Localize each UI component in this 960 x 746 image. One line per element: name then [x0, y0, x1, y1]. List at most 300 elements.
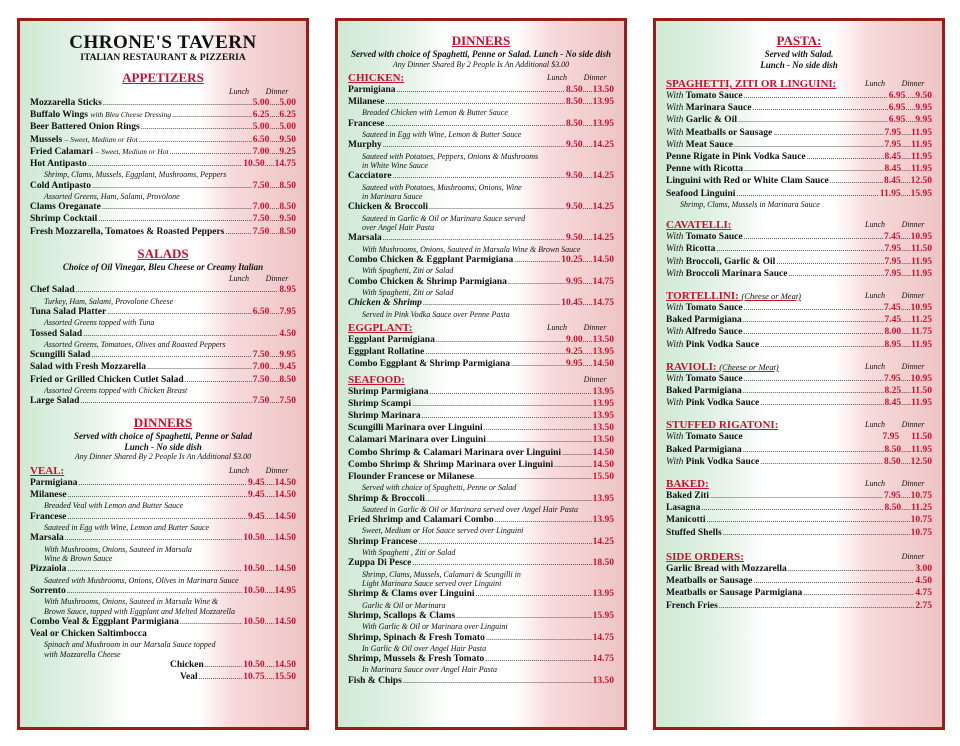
lunch-price: 8.45: [884, 152, 902, 163]
category-tortellini: [666, 290, 932, 302]
item-name-text: Tuna Salad Platter: [30, 306, 107, 317]
category-title-tortellini: [666, 290, 856, 302]
item-name-text: Mussels: [30, 134, 63, 145]
dinner-price: 13.50: [592, 423, 614, 434]
restaurant-name: CHRONE'S TAVERN: [69, 32, 257, 53]
menu-item: [348, 254, 614, 266]
veal-list: [30, 477, 296, 628]
menu-item: [30, 134, 296, 146]
menu-item: [666, 514, 932, 526]
item-name: [30, 121, 140, 133]
leader-dots: [508, 276, 565, 288]
item-name: [348, 96, 384, 108]
leader-dots: [485, 653, 591, 665]
menu-item: [30, 489, 296, 501]
leader-dots: [76, 284, 279, 296]
lunch-header: Lunch: [865, 361, 885, 371]
item-name: [30, 563, 66, 575]
item-description: Served in Pink Vodka Sauce over Penne Pasta: [362, 309, 510, 319]
item-name-text: Eggplant Parmigiana: [348, 334, 435, 345]
dinner-price: 5.00: [279, 122, 296, 133]
lunch-price: 5.00: [252, 98, 270, 108]
leader-dots: .....: [582, 255, 593, 265]
leader-dots: [744, 302, 883, 314]
leader-dots: .....: [269, 306, 280, 316]
lunch-price: 10.50: [243, 616, 265, 627]
leader-dots: .....: [901, 152, 912, 162]
lunch-price: 8.00: [884, 327, 902, 338]
item-name: [666, 575, 752, 587]
category-side-orders: [666, 551, 932, 563]
leader-dots: .....: [900, 188, 911, 198]
item-name-text: Tomato Sauce: [685, 232, 743, 243]
dinner-header: Dinner: [265, 87, 289, 96]
lunch-price: 9.00: [566, 334, 583, 345]
dinner-price: 11.95: [911, 268, 932, 279]
item-description: With Mushrooms, Onions, Sauteed in Marsala Wine & Brown Sauce: [362, 244, 581, 254]
dinner-price: 13.95: [592, 97, 614, 108]
dinner-price: 8.50: [279, 180, 296, 191]
menu-item: [666, 587, 932, 599]
item-name-text: Meatballs or Sausage Parmigiana: [666, 588, 803, 599]
item-name-text: Stuffed Shells: [666, 527, 722, 538]
item-name: [666, 175, 829, 187]
leader-dots: [185, 374, 252, 386]
tortellini-list: [666, 302, 932, 351]
leader-dots: .....: [269, 214, 280, 224]
category-title-side-orders: SIDE ORDERS:: [666, 550, 744, 563]
leader-dots: [79, 477, 248, 489]
item-name: [30, 158, 87, 170]
leader-dots: .....: [264, 616, 275, 626]
dinner-price: 14.50: [592, 359, 614, 370]
leader-dots: [139, 134, 252, 146]
dinner-price: 4.50: [279, 328, 296, 339]
eggplant-list: [348, 334, 614, 371]
leader-dots: [744, 373, 883, 385]
item-name: [666, 139, 733, 151]
dinner-price: 18.50: [592, 558, 614, 569]
leader-dots: [385, 118, 565, 130]
leader-dots: [807, 151, 884, 163]
dinner-price: 8.95: [279, 285, 296, 296]
dinner-price: 15.95: [592, 611, 614, 621]
item-name: [30, 489, 66, 501]
leader-dots: [776, 256, 883, 268]
leader-dots: [141, 121, 252, 133]
menu-item: [666, 502, 932, 514]
leader-dots: [67, 489, 247, 501]
leader-dots: .....: [901, 386, 912, 396]
dinner-price: 11.50: [911, 432, 932, 443]
menu-item: [666, 151, 932, 163]
item-name-text: Salad with Fresh Mozzarella: [30, 362, 147, 373]
item-name-text: Broccoli Marinara Sauce: [685, 268, 788, 279]
seafood-list: [348, 386, 614, 688]
item-prefix: With: [666, 244, 684, 255]
leader-dots: .....: [901, 327, 912, 337]
lunch-price: 7.45: [884, 303, 901, 314]
dinner-price: 9.95: [915, 115, 932, 126]
leader-dots: .....: [269, 122, 280, 132]
item-name: [348, 434, 486, 446]
menu-item: [348, 588, 614, 600]
lunch-price: 9.50: [566, 171, 583, 182]
dinner-price: 9.50: [279, 134, 296, 145]
leader-dots: [760, 339, 883, 351]
dinner-price: 4.75: [915, 588, 932, 599]
tortellini-title: TORTELLINI:: [666, 290, 739, 303]
item-name: [30, 328, 82, 340]
leader-dots: [80, 395, 251, 407]
menu-item: [30, 511, 296, 523]
menu-item: [30, 659, 296, 671]
item-name-text: Alfredo Sauce: [685, 327, 743, 338]
item-name-text: Marinara Sauce: [685, 103, 752, 114]
lunch-price: 9.45: [248, 511, 265, 522]
dinner-price: 14.75: [592, 632, 614, 643]
item-name-text: Penne Rigate in Pink Vodka Sauce: [666, 152, 806, 163]
dinner-price: 10.95: [910, 232, 932, 243]
item-prefix: With: [666, 303, 684, 314]
leader-dots: .....: [264, 159, 275, 169]
item-name: [348, 632, 485, 644]
menu-item: [30, 563, 296, 575]
menu-item: [348, 536, 614, 548]
leader-dots: [723, 527, 910, 539]
leader-dots: [738, 114, 888, 126]
leader-dots: .....: [901, 244, 912, 254]
item-name-text: Shrimp Parmigiana: [348, 386, 429, 397]
dinner-price: 11.95: [911, 127, 932, 138]
lunch-price: 8.50: [566, 118, 583, 129]
item-name: [666, 127, 772, 139]
item-name: [348, 447, 561, 459]
dinner-price: 13.95: [592, 493, 614, 504]
leader-dots: .....: [901, 339, 912, 349]
lunch-price: 9.45: [248, 477, 265, 488]
category-veal: [30, 465, 296, 477]
item-name-text: Tomato Sauce: [685, 91, 743, 101]
menu-item: [30, 628, 296, 640]
leader-dots: .....: [269, 374, 280, 384]
dinner-price: 9.50: [279, 214, 296, 225]
dinner-price: 14.25: [592, 171, 614, 182]
menu-item: [30, 374, 296, 386]
item-name-text: Fish & Chips: [348, 675, 402, 686]
dinner-price: 13.50: [592, 85, 614, 95]
menu-item: [30, 671, 296, 683]
item-name-text: Mozzarella Sticks: [30, 98, 102, 108]
item-name: [30, 511, 66, 523]
dinner-header: Dinner: [265, 274, 289, 284]
item-name-text: Scungilli Marinara over Linguini: [348, 423, 483, 434]
menu-item: [666, 527, 932, 539]
item-name-text: Zuppa Di Pesce: [348, 558, 412, 569]
ravioli-list: [666, 373, 932, 410]
item-prefix: With: [666, 103, 684, 114]
lunch-price: 6.50: [252, 134, 270, 145]
leader-dots: .....: [582, 233, 593, 243]
lunch-price: 9.25: [566, 347, 583, 358]
item-description: Sauteed with Potatoes, Peppers, Onions & Mushrooms in White Wine Sauce: [362, 151, 539, 171]
item-name-text: Garlic & Oil: [685, 115, 737, 126]
item-prefix: With: [666, 232, 684, 243]
leader-dots: [205, 659, 242, 671]
category-title-eggplant: EGGPLANT:: [348, 321, 413, 334]
item-name: [348, 346, 424, 358]
appetizers-list: [30, 97, 296, 238]
item-name: [30, 226, 224, 238]
dinner-price: 11.95: [911, 256, 932, 267]
lunch-price: 7.45: [884, 232, 901, 243]
item-name: [348, 84, 396, 96]
item-name-text: Shrimp Cocktail: [30, 214, 98, 225]
section-title-pasta: PASTA:: [776, 33, 822, 48]
lunch-price: 7.95: [884, 268, 902, 279]
lunch-price: 7.50: [252, 226, 270, 237]
item-name-text: Calamari Marinara over Linguini: [348, 435, 486, 446]
item-name: [348, 653, 484, 665]
item-name: [348, 398, 411, 410]
item-name: [666, 114, 737, 126]
dinner-price: 10.95: [910, 373, 932, 384]
item-name-text: Cacciatore: [348, 171, 392, 182]
leader-dots: [760, 456, 883, 468]
leader-dots: [170, 146, 252, 158]
leader-dots: .....: [264, 660, 275, 670]
salads-list: [30, 284, 296, 407]
dinner-price: 8.50: [279, 202, 296, 213]
leader-dots: [743, 326, 883, 338]
item-name: [30, 616, 179, 628]
item-name-text: Shrimp & Broccoli: [348, 493, 425, 504]
pasta-note: Served with Salad.: [764, 49, 834, 59]
leader-dots: .....: [269, 226, 280, 236]
item-description: Breaded Chicken with Lemon & Butter Sauce: [362, 108, 508, 118]
item-name: [666, 188, 735, 200]
leader-dots: .....: [901, 139, 912, 149]
dinner-price: 13.50: [592, 435, 614, 446]
item-name-text: Milanese: [348, 97, 385, 108]
pasta-note-lunch: Lunch - No side dish: [760, 59, 838, 70]
menu-item: [348, 398, 614, 410]
item-prefix: With: [666, 256, 684, 267]
dinners-share-note: Any Dinner Shared By 2 People Is An Additional $3.00: [392, 59, 570, 69]
item-name-text: Shrimp Marinara: [348, 410, 421, 421]
lunch-price: 7.50: [252, 214, 270, 225]
ravioli-title: RAVIOLI:: [666, 360, 717, 373]
item-description: With Mushrooms, Onions, Sauteed in Marsala Wine & Brown Sauce, topped with Eggplant and Melted Mozzarella: [44, 597, 235, 616]
lunch-price: 7.50: [252, 180, 270, 191]
menu-item: [666, 326, 932, 338]
leader-dots: [147, 361, 252, 373]
lunch-price: 9.50: [566, 202, 583, 213]
leader-dots: .....: [582, 85, 593, 94]
dinner-header: Dinner: [583, 374, 607, 384]
menu-item: [348, 653, 614, 665]
item-name-text: Fried Shrimp and Calamari Combo: [348, 515, 494, 526]
lunch-price: 7.95: [884, 244, 902, 255]
item-name-text: Shrimp, Mussels & Fresh Tomato: [348, 654, 485, 665]
menu-item: [666, 302, 932, 314]
leader-dots: .....: [582, 334, 593, 344]
dinner-price: 14.50: [592, 459, 614, 470]
category-seafood: [348, 374, 614, 386]
lunch-price: 7.95: [884, 491, 901, 502]
leader-dots: [707, 514, 910, 526]
menu-item: [666, 575, 932, 587]
leader-dots: .....: [582, 347, 593, 357]
menu-item: [348, 459, 614, 471]
item-name: [666, 563, 787, 575]
item-name-text: Beer Battered Onion Rings: [30, 122, 140, 133]
lunch-price: 10.25: [561, 255, 583, 266]
leader-dots: [383, 232, 565, 244]
item-description: Shrimp, Clams, Mussels, Eggplant, Mushrooms, Peppers: [44, 170, 227, 180]
category-title-ravioli: [666, 361, 856, 373]
leader-dots: .....: [900, 491, 911, 501]
menu-item: [30, 201, 296, 213]
leader-dots: [199, 671, 243, 683]
lunch-price: 6.95: [888, 115, 906, 126]
lunch-price: 10.45: [561, 298, 583, 309]
leader-dots: [92, 180, 252, 192]
dinner-price: 14.50: [274, 660, 296, 671]
item-name-text: Pink Vodka Sauce: [685, 339, 760, 350]
menu-item: [666, 139, 932, 151]
leader-dots: .....: [582, 118, 593, 128]
lunch-price: 6.25: [252, 110, 270, 121]
item-name: [30, 284, 75, 296]
leader-dots: .....: [905, 115, 916, 125]
dinner-price: 7.50: [279, 396, 296, 407]
leader-dots: [701, 502, 883, 514]
item-name-text: Murphy: [348, 140, 382, 151]
item-name: [30, 146, 169, 158]
leader-dots: [418, 536, 591, 548]
leader-dots: .....: [582, 202, 593, 212]
menu-item: [30, 349, 296, 361]
item-name-text: Sorrento: [30, 585, 66, 596]
item-name: [666, 600, 718, 612]
item-name: [666, 163, 743, 175]
item-name: [666, 490, 709, 502]
item-name-text: Baked Parmigiana: [666, 444, 742, 455]
item-name: [348, 118, 384, 130]
dinner-header: Dinner: [901, 79, 925, 88]
item-name: [30, 477, 78, 489]
leader-dots: [385, 96, 565, 108]
menu-item: [30, 146, 296, 158]
item-description: With Spaghetti, Ziti or Salad: [362, 266, 454, 276]
item-name-text: Milanese: [30, 490, 67, 501]
menu-item: [666, 314, 932, 326]
menu-item: [348, 493, 614, 505]
item-name: [348, 610, 455, 622]
lunch-price: 7.95: [884, 256, 902, 267]
item-name-text: Scungilli Salad: [30, 350, 91, 361]
item-name-text: Fried or Grilled Chicken Cutlet Salad: [30, 374, 184, 385]
menu-panel-left: [17, 18, 309, 730]
menu-item: [348, 118, 614, 130]
leader-dots: [830, 175, 883, 187]
item-prefix: With: [666, 373, 684, 384]
menu-item: [348, 334, 614, 346]
item-name-text: Meatballs or Sausage: [685, 127, 773, 138]
section-title-appetizers: APPETIZERS: [122, 70, 204, 85]
leader-dots: .....: [901, 398, 912, 408]
dinner-price: 11.25: [911, 315, 932, 326]
dinner-price: 9.25: [279, 146, 296, 157]
item-name-text: French Fries: [666, 600, 718, 611]
item-name: [348, 471, 474, 483]
leader-dots: .....: [264, 477, 275, 487]
menu-item: [348, 434, 614, 446]
leader-dots: [83, 328, 278, 340]
menu-item: [666, 231, 932, 243]
menu-item: [666, 373, 932, 385]
leader-dots: .....: [269, 134, 280, 144]
leader-dots: [67, 511, 247, 523]
dinner-price: 13.95: [592, 118, 614, 129]
leader-dots: [422, 410, 592, 422]
dinner-price: 9.95: [279, 350, 296, 361]
item-name: [30, 374, 184, 386]
item-name-text: Baked Parmigiana: [666, 315, 742, 326]
item-name-text: Hot Antipasto: [30, 159, 87, 170]
item-name: [30, 134, 138, 146]
leader-dots: [172, 109, 252, 121]
cavatelli-list: [666, 231, 932, 280]
item-name: [348, 276, 507, 288]
menu-item: [348, 410, 614, 422]
leader-dots: [403, 675, 592, 687]
lunch-header: Lunch: [229, 465, 249, 475]
lunch-price: 7.50: [252, 396, 270, 407]
item-name-text: Flounder Francese or Milanese: [348, 471, 475, 482]
dinners-note-lunch: Lunch - No side dish: [124, 441, 202, 452]
leader-dots: [429, 201, 565, 213]
item-name: [30, 585, 66, 597]
leader-dots: .....: [269, 180, 280, 190]
item-name: [30, 395, 79, 407]
item-name-text: Fried Calamari: [30, 146, 94, 157]
leader-dots: [753, 102, 888, 114]
item-name-text: Ricotta: [685, 244, 716, 255]
leader-dots: [743, 385, 884, 397]
dinner-price: 13.50: [592, 334, 614, 345]
item-name: [348, 675, 402, 687]
item-description: Assorted Greens topped with Chicken Breast: [44, 385, 188, 395]
leader-dots: .....: [264, 564, 275, 574]
item-name-text: Combo Chicken & Eggplant Parmigiana: [348, 255, 514, 266]
leader-dots: .....: [905, 103, 916, 113]
leader-dots: .....: [905, 91, 916, 100]
leader-dots: [430, 386, 592, 398]
item-description: Sauteed in Garlic & Oil or Marinara Sauce served over Angel Hair Pasta: [362, 213, 526, 233]
item-name: [348, 536, 417, 548]
lunch-price: 7.95: [884, 127, 902, 138]
dinner-price: 10.75: [910, 491, 932, 502]
leader-dots: .....: [582, 359, 593, 369]
menu-item: [666, 385, 932, 397]
lunch-price: 7.50: [252, 374, 270, 385]
item-name-text: Cold Antipasto: [30, 180, 91, 191]
item-name-text: Combo Shrimp & Calamari Marinara over Linguini: [348, 447, 562, 458]
item-name: [666, 314, 742, 326]
dinner-price: 11.95: [911, 152, 932, 163]
